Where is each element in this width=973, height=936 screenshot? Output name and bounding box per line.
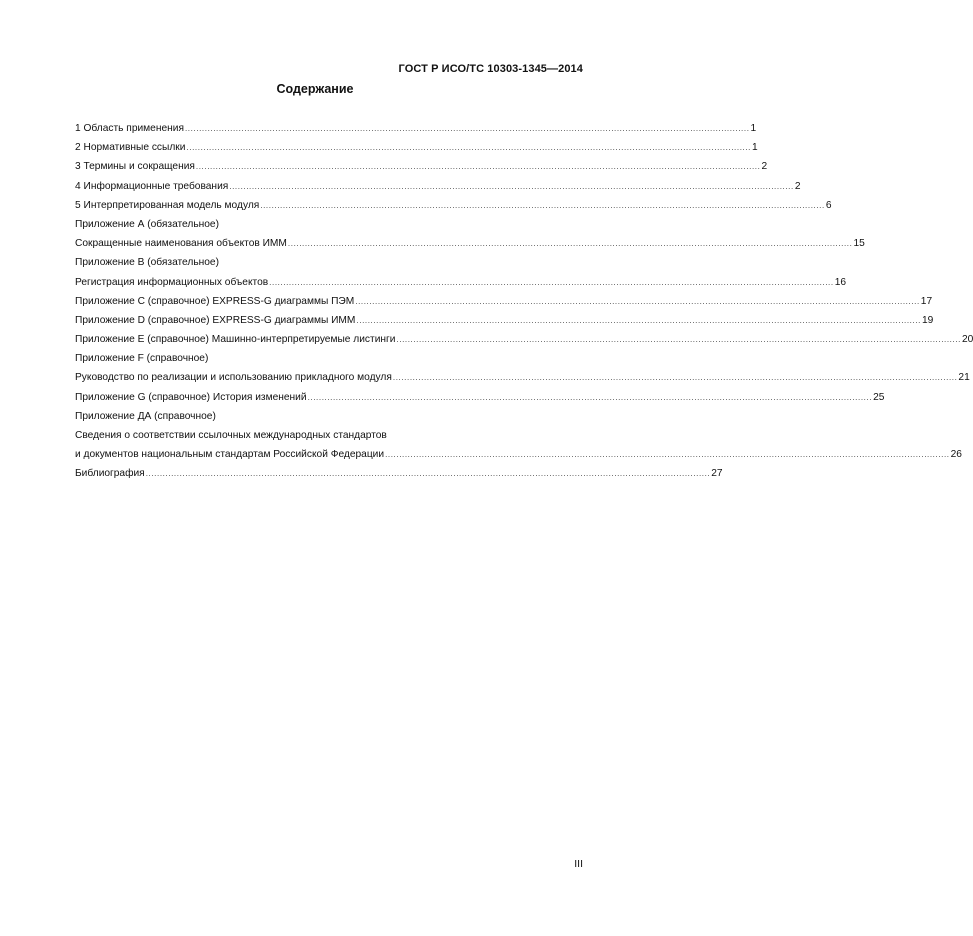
toc-entry-page: 2 [794, 180, 801, 192]
page-number: III [574, 858, 583, 870]
toc-entry [75, 368, 970, 387]
toc-entry [75, 138, 758, 157]
toc-entry [75, 234, 865, 253]
toc-entry [75, 407, 519, 426]
toc-entry-page: 25 [873, 391, 885, 403]
toc-entry [75, 196, 832, 215]
toc-entry [75, 273, 847, 292]
toc-entry-text: 2 Нормативные ссылки [75, 142, 186, 154]
toc-entry-page: 21 [958, 372, 970, 384]
toc-leader-dots: ........................................................................................................................................................................................................ [186, 143, 751, 153]
toc-leader-dots: ........................................................................................................................................................................................................ [269, 277, 834, 287]
toc-entry-text: Приложение А (обязательное) [75, 218, 219, 230]
toc-entry [75, 215, 519, 234]
toc-entry-text: 4 Информационные требования [75, 180, 229, 192]
toc-entry-page: 19 [921, 314, 934, 326]
toc-entry-page: 1 [751, 142, 758, 154]
toc-entry [75, 445, 962, 464]
toc-entry-page: 2 [761, 161, 768, 173]
toc-entry-text: Сведения о соответствии ссылочных международных стандартов [75, 430, 387, 441]
toc-entry-text: Приложение D (справочное) EXPRESS-G диаграммы ИММ [75, 314, 356, 326]
toc-entry-page: 6 [825, 199, 832, 211]
toc-entry-text: 5 Интерпретированная модель модуля [75, 199, 260, 211]
toc-entry-text: 1 Область применения [75, 123, 184, 134]
toc-entry-text: Приложение В (обязательное) [75, 257, 219, 269]
toc-leader-dots: ........................................................................................................................................................................................................ [307, 392, 873, 402]
toc-entry-text: Руководство по реализации и использованию прикладного модуля [75, 372, 392, 384]
toc-leader-dots: ........................................................................................................................................................................................................ [356, 315, 921, 325]
toc-entry-text: Библиография [75, 468, 145, 480]
toc-leader-dots: ........................................................................................................................................................................................................ [260, 200, 825, 210]
toc-leader-dots: ........................................................................................................................................................................................................ [229, 181, 794, 191]
toc-entry-text: Приложение F (справочное) [75, 353, 209, 365]
toc-leader-dots: ........................................................................................................................................................................................................ [287, 239, 853, 249]
toc-entry-page: 20 [961, 334, 973, 346]
toc-entry-page: 15 [853, 238, 865, 250]
toc-entry-text: Приложение С (справочное) EXPRESS-G диаграммы ПЭМ [75, 295, 355, 307]
toc-entry-text: 3 Термины и сокращения [75, 161, 195, 173]
toc-entry-text: Приложение ДА (справочное) [75, 410, 216, 422]
document-code: ГОСТ Р ИСО/ТС 10303-1345—2014 [398, 63, 583, 75]
toc-entry [75, 388, 885, 407]
toc-entry-text: Сокращенные наименования объектов ИММ [75, 238, 287, 250]
toc-leader-dots: ........................................................................................................................................................................................................ [184, 124, 750, 133]
toc-entry-page: 26 [950, 449, 962, 461]
toc-entry-text: Приложение G (справочное) История изменений [75, 391, 307, 403]
toc-leader-dots: ........................................................................................................................................................................................................ [396, 335, 961, 345]
toc-title: Содержание [276, 82, 354, 96]
toc-entry-page: 16 [834, 276, 847, 288]
toc-entry-page: 17 [920, 295, 933, 307]
toc-leader-dots: ........................................................................................................................................................................................................ [195, 162, 761, 172]
toc-entry [75, 426, 519, 445]
toc-entry-page: 27 [711, 468, 723, 480]
toc-entry-text: и документов национальным стандартам Российской Федерации [75, 449, 385, 461]
toc-leader-dots: ........................................................................................................................................................................................................ [392, 373, 958, 383]
toc-entry-text: Приложение E (справочное) Машинно-интерпретируемые листинги [75, 334, 396, 346]
toc-entry [75, 349, 519, 368]
toc-leader-dots: ........................................................................................................................................................................................................ [385, 450, 950, 460]
toc-entry-text: Регистрация информационных объектов [75, 276, 269, 288]
toc-entry [75, 330, 973, 349]
toc-entry [75, 157, 768, 176]
toc-entry [75, 119, 757, 138]
toc-leader-dots: ........................................................................................................................................................................................................ [355, 296, 920, 306]
toc-entry-page: 1 [750, 123, 757, 134]
toc-entry [75, 253, 519, 272]
toc-entry [75, 311, 934, 330]
toc-entry [75, 464, 723, 483]
toc-entry [75, 292, 933, 311]
toc-leader-dots: ........................................................................................................................................................................................................ [145, 469, 711, 479]
table-of-contents [75, 119, 973, 484]
toc-entry [75, 177, 801, 196]
